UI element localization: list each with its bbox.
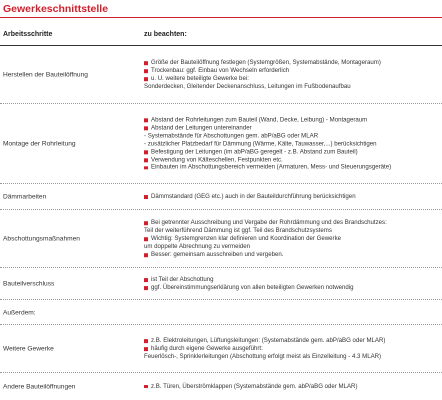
note-item: Teil der weiterführend Dämmung ist ggf. Teil des Brandschutzsystems [144, 227, 332, 235]
note-item: ggf. Übereinstimmungserklärung von allen beteiligten Gewerken notwendig [144, 284, 440, 292]
row-notes [144, 116, 440, 171]
note-item: Feuerlösch-, Sprinklerleitungen (Abschottung erfolgt meist als Einzelleitung - 4.3 MLAR) [144, 352, 382, 360]
note-item: um doppelte Abrechnung zu vermeiden [144, 242, 251, 250]
note-item: z.B. Elektroleitungen, Lüftungsleitungen: (Systemabstände gem. abP/aBG oder MLAR) [144, 337, 440, 345]
row-notes [144, 193, 440, 201]
table-row [0, 210, 442, 268]
column-header-steps: Arbeitsschritte [3, 31, 53, 38]
table-row [0, 268, 442, 300]
row-notes [144, 59, 440, 91]
note-item: - zusätzlicher Platzbedarf für Dämmung (Wärme, Kälte, Tauwasser,...) berücksichtigen [144, 140, 377, 148]
note-item: Einbauten im Abschottungsbereich vermeiden (Armaturen, Mess- und Steuerungsgeräte) [144, 164, 440, 172]
row-notes [144, 219, 440, 259]
note-item: Abstand der Leitungen untereinander [144, 124, 440, 132]
table-row [0, 184, 442, 210]
row-label: Abschottungsmaßnahmen [3, 235, 80, 243]
table-row [0, 46, 442, 104]
note-item: Wichtig: Systemgrenzen klar definieren und Koordination der Gewerke [144, 235, 440, 243]
note-item: Besser: gemeinsam ausschreiben und vergeben. [144, 251, 440, 259]
row-notes [144, 383, 440, 391]
table-row [0, 104, 442, 184]
note-item: Größe der Bauteilöffnung festlegen (Systemgrößen, Systemabstände, Montageraum) [144, 59, 440, 67]
page-title: Gewerkeschnittstelle [3, 3, 109, 15]
note-item: Befestigung der Leitungen (im abP/aBG geregelt - z.B. Abstand zum Bauteil) [144, 148, 440, 156]
row-label: Weitere Gewerke [3, 345, 54, 353]
note-item: häufig durch eigene Gewerke ausgeführt: [144, 345, 440, 353]
column-header-notes: zu beachten: [144, 31, 187, 38]
table-row [0, 300, 442, 325]
note-item: u. U. weitere beteiligte Gewerke bei: [144, 75, 440, 83]
note-item: Trockenbau: ggf. Einbau von Wechseln erforderlich [144, 67, 440, 75]
row-label: Bauteilverschluss [3, 280, 55, 288]
note-item: Abstand der Rohrleitungen zum Bauteil (Wand, Decke, Leibung) - Montageraum [144, 116, 440, 124]
row-label: Herstellen der Bauteilöffnung [3, 71, 88, 79]
row-notes [144, 276, 440, 292]
note-item: Bei getrennter Ausschreibung und Vergabe der Rohrdämmung und des Brandschutzes: [144, 219, 440, 227]
section-label: Außerdem: [3, 309, 36, 316]
note-item: Verwendung von Kälteschellen, Festpunkten etc. [144, 156, 440, 164]
title-rule [0, 17, 442, 18]
note-item: Sonderdecken, Gleitender Deckenanschluss, Leitungen im Fußbodenaufbau [144, 82, 351, 90]
table-row [0, 373, 442, 400]
table-row [0, 325, 442, 373]
row-label: Montage der Rohrleitung [3, 140, 76, 148]
note-item: - Systemabstände für Abschottungen gem. abP/aBG oder MLAR [144, 132, 319, 140]
note-item: Dämmstandard (GEG etc.) auch in der Bauteildurchführung berücksichtigen [144, 193, 440, 201]
row-label: Dämmarbeiten [3, 193, 47, 201]
row-label: Andere Bauteilöffnungen [3, 383, 76, 390]
note-item: z.B. Türen, Überströmklappen (Systemabstände gem. abP/aBG oder MLAR) [144, 383, 440, 391]
row-notes [144, 337, 440, 361]
note-item: ist Teil der Abschottung [144, 276, 440, 284]
